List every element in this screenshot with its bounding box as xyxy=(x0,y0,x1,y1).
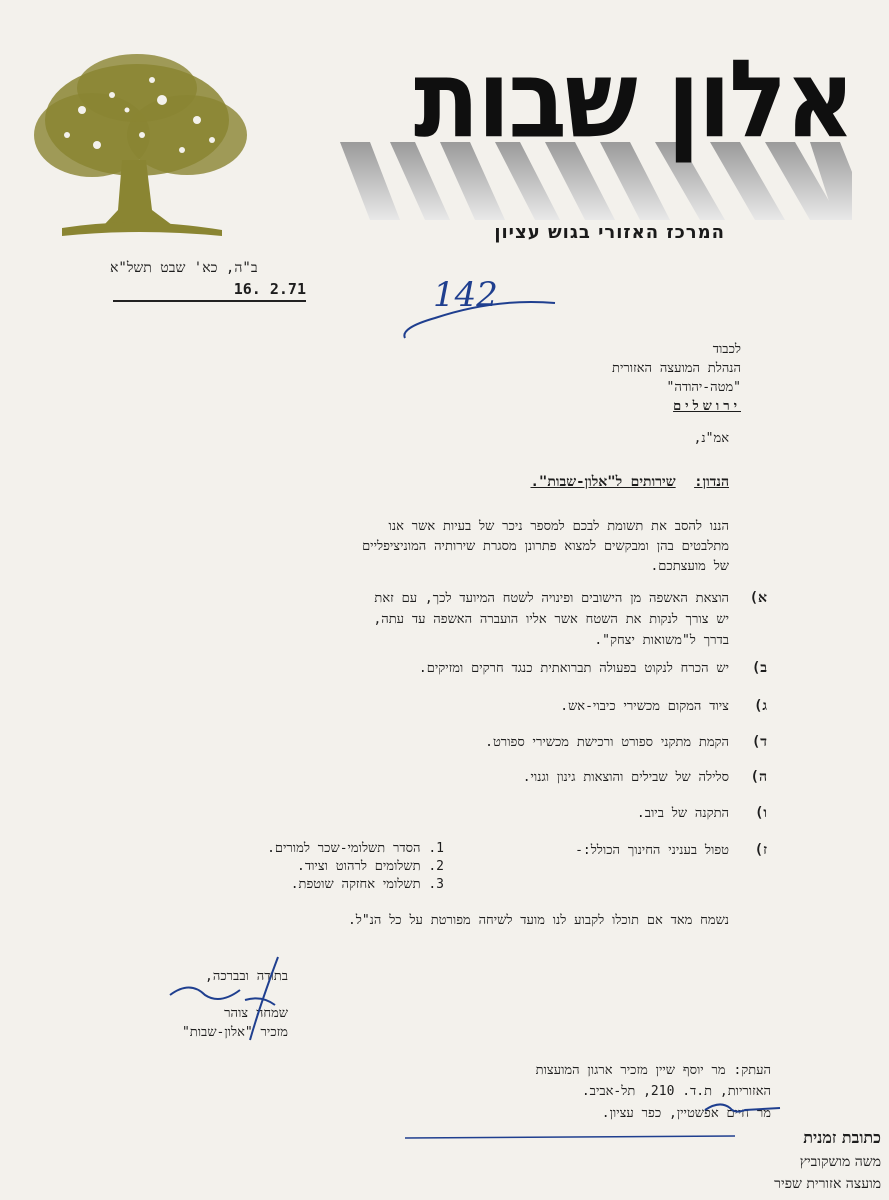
handwritten-number-text: 142 xyxy=(433,275,498,315)
greeting: אמ"נ, xyxy=(693,431,729,446)
sub-item-3-num: 3. xyxy=(428,877,444,892)
addressee-city: ירושלים xyxy=(673,399,741,414)
addressee-block xyxy=(441,340,741,416)
addressee-line-3: "מטה-יהודה" xyxy=(666,380,741,395)
item-marker-b: ב) xyxy=(751,660,767,676)
item-f: התקנה של ביוב. xyxy=(636,806,729,821)
item-a xyxy=(169,588,729,651)
intro-line-3: של מועצתכם. xyxy=(650,559,729,574)
logo-title: אלון שבות xyxy=(413,36,853,163)
item-a-line-3: בדרך ל"משואות יצחק". xyxy=(594,633,729,648)
item-a-line-1: הוצאת האשפה מן הישובים ופינויה לשטח המיועד לכך, עם זאת xyxy=(374,591,729,606)
addressee-line-1: לכבוד xyxy=(712,342,741,357)
sub-item-2 xyxy=(184,858,444,874)
tree-logo xyxy=(22,40,252,240)
subject-text: שירותים ל"אלון-שבות". xyxy=(530,474,676,490)
item-e: סלילה של שבילים והוצאות גינון וגנוי. xyxy=(522,770,729,785)
addressee-line-2: הנהלת המועצה האזורית xyxy=(612,361,741,376)
signature-title: מזכיר "אלון-שבות" xyxy=(181,1025,288,1040)
copy-pen-marks xyxy=(405,1100,785,1145)
item-c: ציוד המקום מכשירי כיבוי-אש. xyxy=(560,699,729,714)
intro-line-1: הננו להסב את תשומת לבכם למספר ניכר של בעיות אשר אנו xyxy=(388,519,729,534)
intro-line-2: מתלבטים בהן ומבקשים למצוא פתרונן מסגרת שירותיה המוניציפליים xyxy=(362,539,729,554)
item-d: הקמת מתקני ספורט ורכישת מכשירי ספורט. xyxy=(485,735,729,750)
item-g: טפול בעניני החינוך הכולל:- xyxy=(575,843,729,858)
subject-line xyxy=(530,474,729,491)
signature-scribble xyxy=(150,955,290,1045)
item-marker-f: ו) xyxy=(754,805,767,821)
hebrew-date: ב"ה, כא' שבט תשל"א xyxy=(110,260,258,276)
item-b: יש הכרח לנקוט בפעולה תברואתית כנגד חרקים ומזיקים. xyxy=(418,661,729,676)
temporary-address-line-1: משה מושקוביץ xyxy=(799,1154,881,1170)
copy-line-1: העתק: מר יוסף שיין מזכיר ארגון המועצות xyxy=(535,1063,771,1078)
closing-request: נשמח מאד אם תוכלו לקבוע לנו מועד לשיחה מפורטת על כל הנ"ל. xyxy=(347,913,729,928)
temporary-address-line-2: מועצה אזורית שפיר xyxy=(774,1176,881,1192)
item-marker-c: ג) xyxy=(753,698,767,714)
item-a-line-2: יש צורך לנקות את השטח אשר אליו הועברה האשפה עד עתה, xyxy=(373,612,729,627)
temporary-address-title: כתובת זמנית xyxy=(803,1128,881,1147)
subject-label: הנדון: xyxy=(694,474,729,490)
handwritten-number-142 xyxy=(395,268,565,348)
sub-item-3 xyxy=(184,876,444,892)
item-marker-d: ד) xyxy=(751,734,767,750)
item-marker-e: ה) xyxy=(750,769,767,785)
sub-item-1-num: 1. xyxy=(428,841,444,856)
copy-line-2: האזוריות, ת.ד. 210, תל-אביב. xyxy=(581,1084,771,1099)
signature-name: שמחה צוהר xyxy=(224,1006,288,1021)
sub-item-1-text: הסדר תשלומי-שכר למורים. xyxy=(267,841,421,856)
item-marker-a: א) xyxy=(749,590,767,606)
sub-item-2-text: תשלומים לרהוט וציוד. xyxy=(297,859,421,874)
numeric-date: 16. 2.71 xyxy=(113,280,306,302)
sub-item-3-text: תשלומי אחזקה שוטפת. xyxy=(290,877,421,892)
signature-greeting: בתודה ובברכה, xyxy=(205,969,288,984)
sub-item-2-num: 2. xyxy=(428,859,444,874)
sub-item-1 xyxy=(184,840,444,856)
regional-center-subtitle: המרכז האזורי בגוש עציון xyxy=(494,222,725,243)
item-marker-g: ז) xyxy=(754,842,767,858)
copy-line-3: מר חיים אפשטיין, כפר עציון. xyxy=(601,1106,771,1121)
